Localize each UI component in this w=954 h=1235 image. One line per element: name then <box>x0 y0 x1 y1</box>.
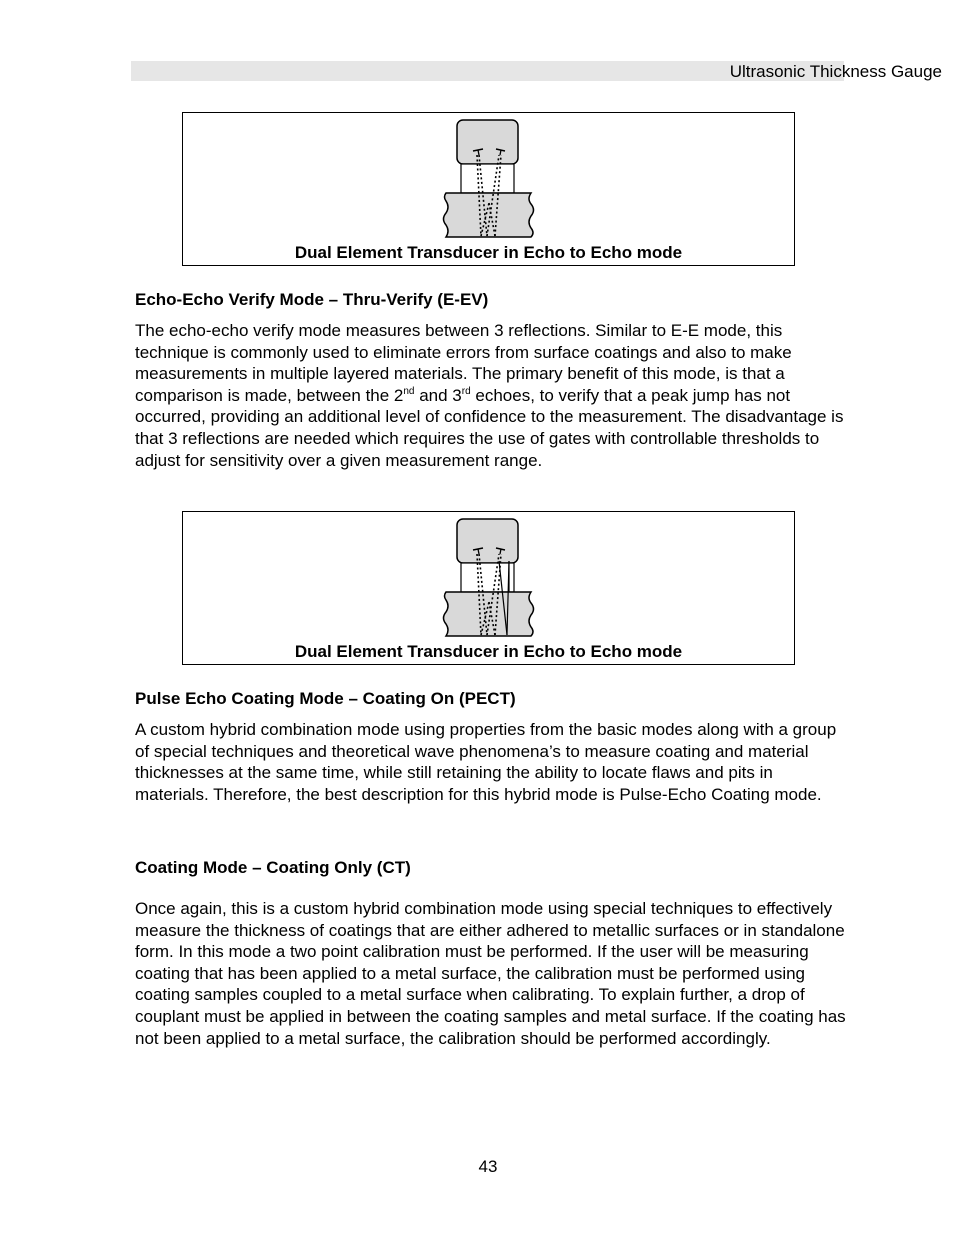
paragraph-ct: Once again, this is a custom hybrid combination mode using special techniques to effectively measure the thickness of coatings that are either adhered to metallic surfaces or in standalone form. In this mode a two point calibration must be performed. If the user will be measuring coating that has been applied to a metal surface, the calibration must be performed using coating samples coupled to a metal surface when calibrating. To explain further, a drop of couplant must be applied in between the coating samples and metal surface. If the coating has not been applied to a metal surface, the calibration should be performed accordingly. <box>135 899 846 1048</box>
figure-caption: Dual Element Transducer in Echo to Echo mode <box>294 642 683 661</box>
paragraph-text: and 3 <box>414 385 462 405</box>
section-heading-ct: Coating Mode – Coating Only (CT) <box>135 858 411 877</box>
paragraph-e-ev <box>135 320 847 471</box>
header-title: Ultrasonic Thickness Gauge <box>729 62 942 81</box>
figure-echo-to-echo-1 <box>182 112 795 266</box>
section-heading-e-ev: Echo-Echo Verify Mode – Thru-Verify (E-EV) <box>135 290 489 309</box>
figure-echo-to-echo-2 <box>182 511 795 665</box>
paragraph-text: The echo-echo verify mode measures between 3 reflections. Similar to E-E mode, this technique is commonly used to eliminate errors from surface coatings and also to make measurements in multiple layered materials. The primary benefit of this mode, is that a comparison is made, between the 2 <box>135 321 792 405</box>
section-heading-pect: Pulse Echo Coating Mode – Coating On (PECT) <box>135 689 516 708</box>
transducer-diagram-icon <box>441 516 541 640</box>
paragraph-text: echoes, to verify that a peak jump has not occurred, providing an additional level of confidence to the measurement. The disadvantage is that 3 reflections are needed which requires the use of gates with controllable thresholds to adjust for sensitivity over a given measurement range. <box>135 385 844 470</box>
superscript-nd: nd <box>403 385 415 397</box>
figure-caption: Dual Element Transducer in Echo to Echo mode <box>294 243 683 262</box>
paragraph-pect: A custom hybrid combination mode using properties from the basic modes along with a group of special techniques and theoretical wave phenomena’s to measure coating and material thicknesses at the same time, while still retaining the ability to locate flaws and pits in materials. Therefore, the best description for this hybrid mode is Pulse-Echo Coating mode. <box>135 720 837 804</box>
transducer-diagram-icon <box>441 117 541 241</box>
superscript-rd: rd <box>461 385 471 397</box>
page-number: 43 <box>478 1157 498 1176</box>
